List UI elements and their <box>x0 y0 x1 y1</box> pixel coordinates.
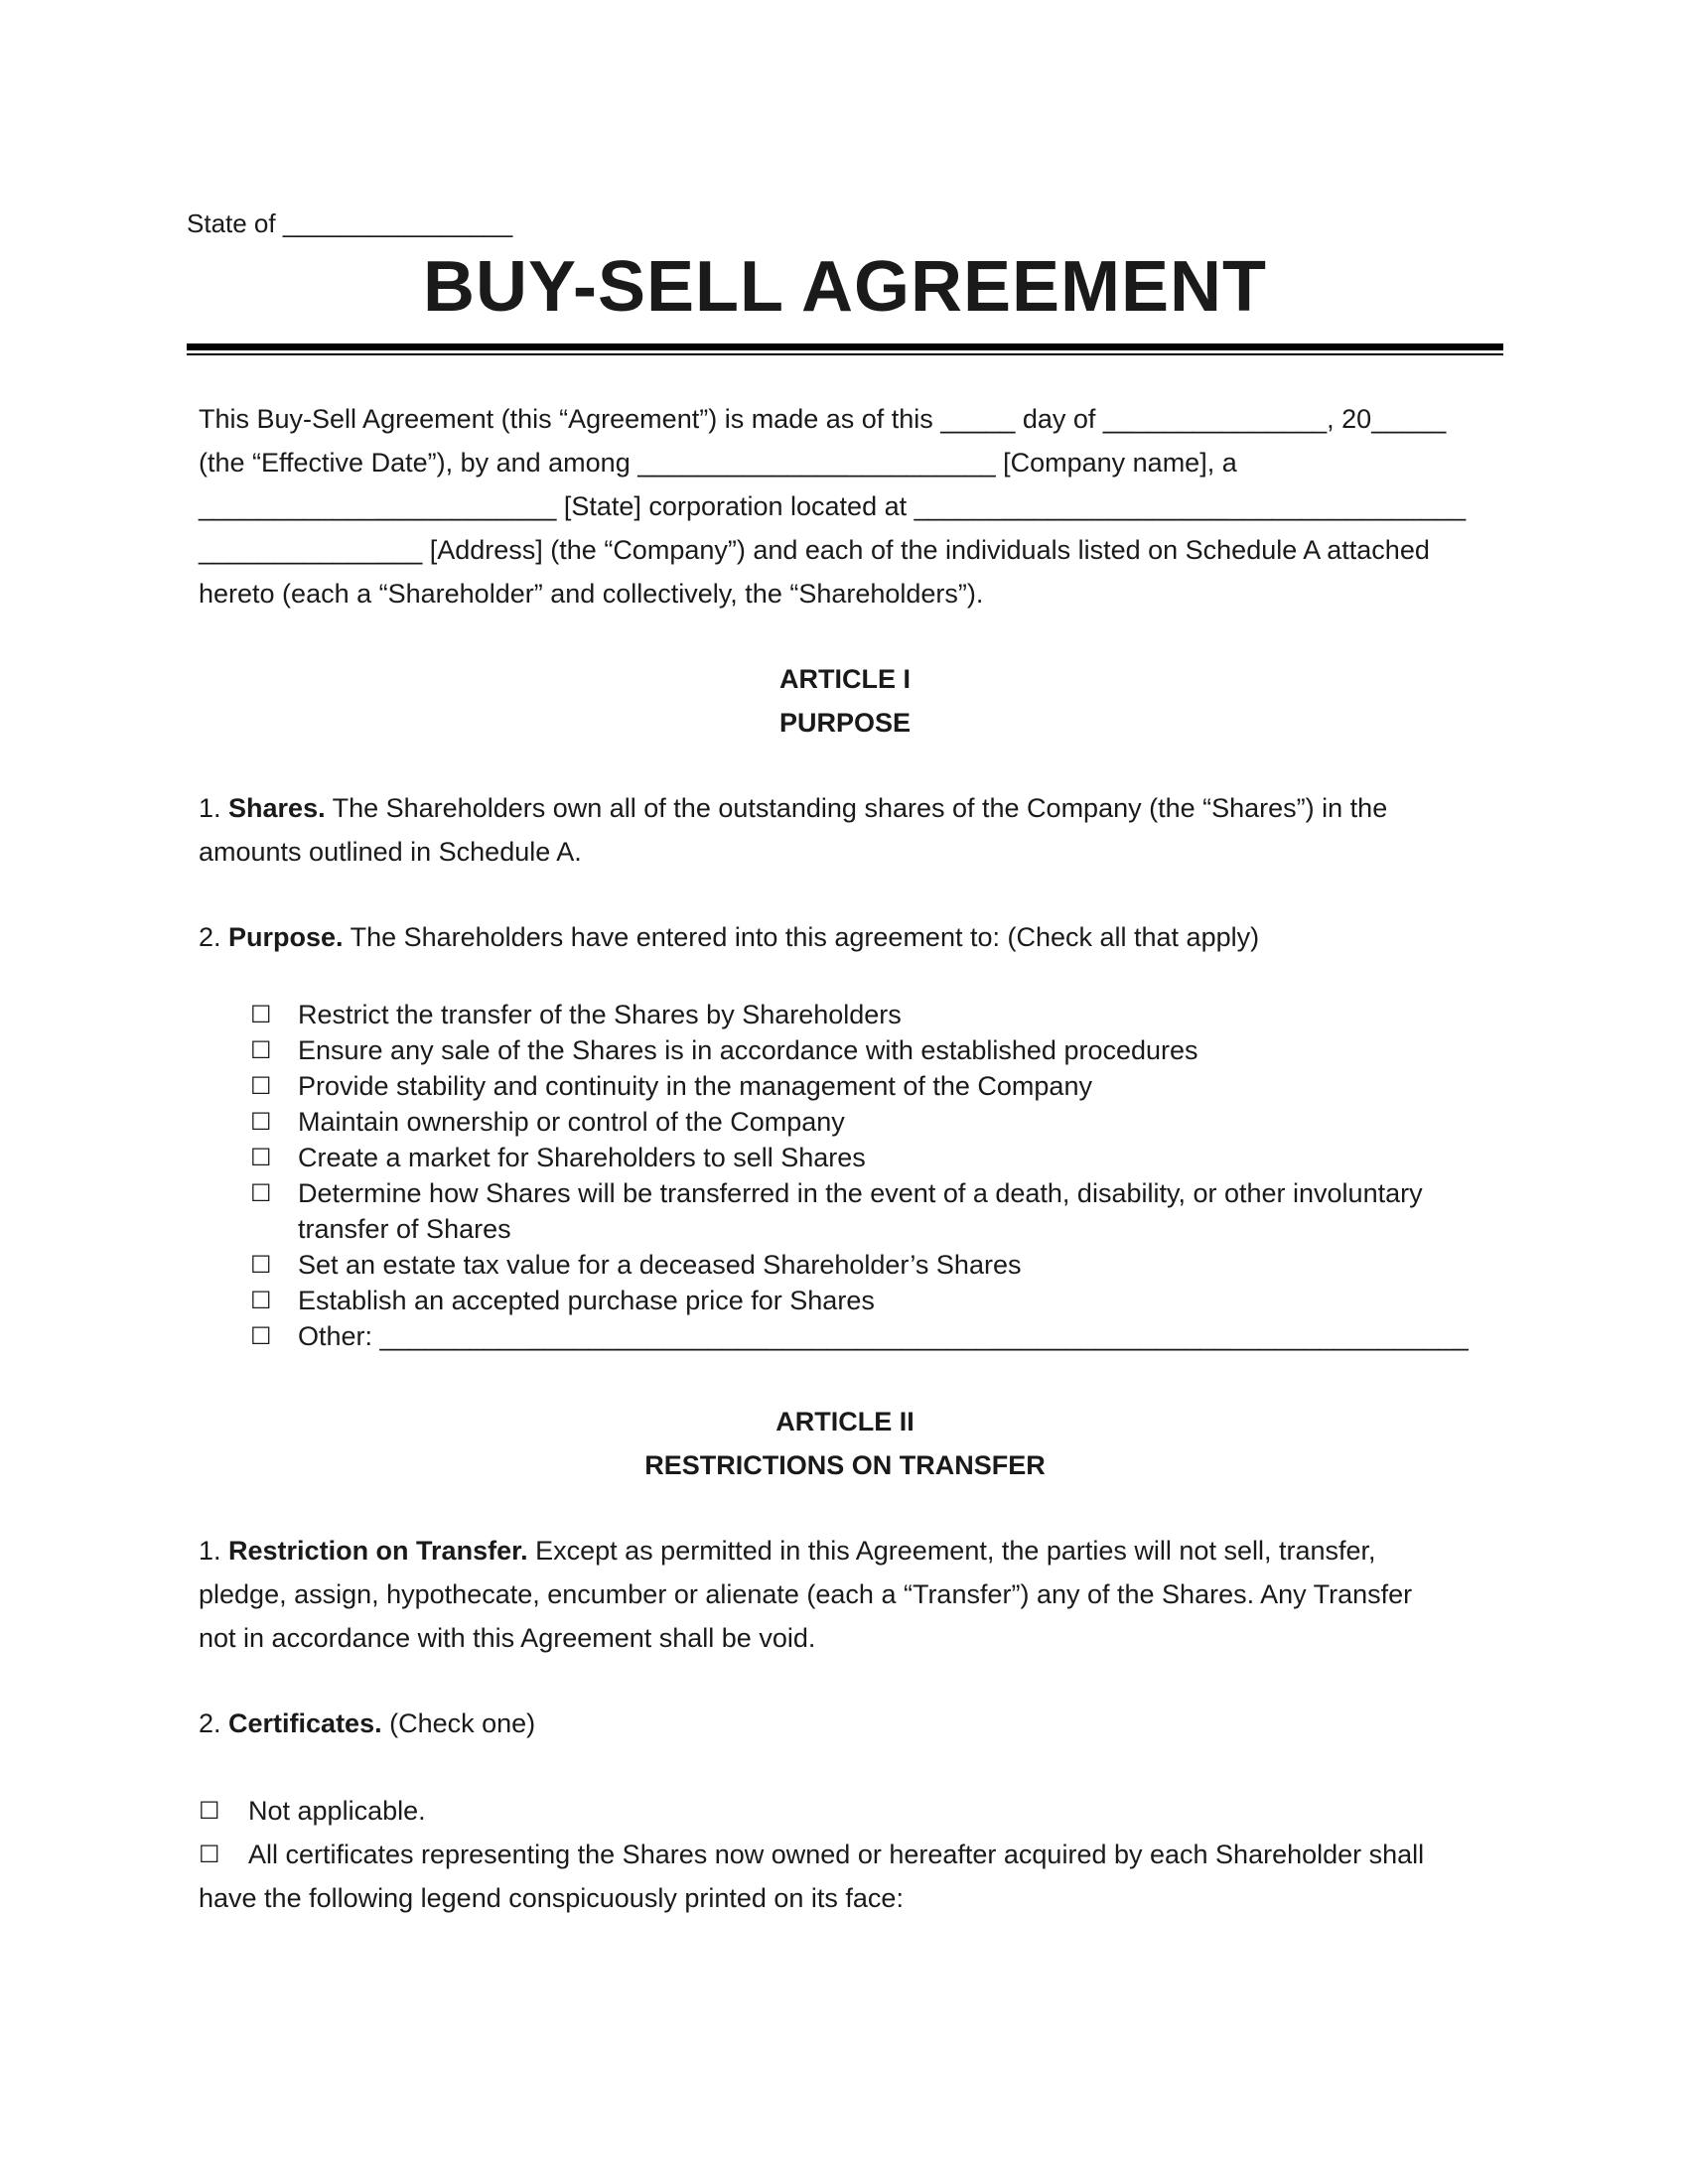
checkbox[interactable]: ☐ <box>250 1036 272 1064</box>
state-field: State of ________________ <box>187 208 513 238</box>
checkbox[interactable]: ☐ <box>199 1841 220 1868</box>
checklist-item-label: Ensure any sale of the Shares is in accordance with established procedures <box>298 1035 1198 1065</box>
checklist-item <box>250 1318 1491 1354</box>
article-number: ARTICLE I <box>779 664 911 694</box>
section-label: Shares. <box>228 793 326 823</box>
cert-option-label: All certificates representing the Shares now owned or hereafter acquired by each Shareholder shall <box>248 1840 1425 1869</box>
checklist-item-label: Determine how Shares will be transferred in the event of a death, disability, or other involuntary transfer of Shares <box>298 1178 1423 1244</box>
section-label: Restriction on Transfer. <box>228 1536 528 1566</box>
checkbox[interactable]: ☐ <box>250 1251 272 1279</box>
checkbox[interactable]: ☐ <box>250 1001 272 1028</box>
purpose-checklist <box>250 997 1491 1354</box>
section-text: pledge, assign, hypothecate, encumber or alienate (each a “Transfer”) any of the Shares. Any Transfer <box>199 1579 1413 1609</box>
checklist-item-label: Set an estate tax value for a deceased Shareholder’s Shares <box>298 1250 1022 1280</box>
article-title: RESTRICTIONS ON TRANSFER <box>644 1450 1046 1480</box>
section-number: 1. <box>199 793 229 823</box>
cert-option-label: have the following legend conspicuously printed on its face: <box>199 1883 904 1913</box>
checkbox[interactable]: ☐ <box>250 1287 272 1314</box>
article-1-heading <box>187 657 1503 745</box>
checklist-item <box>250 1175 1491 1247</box>
intro-paragraph <box>199 397 1499 615</box>
article-number: ARTICLE II <box>775 1407 914 1436</box>
section-text: not in accordance with this Agreement shall be void. <box>199 1623 816 1653</box>
intro-line: hereto (each a “Shareholder” and collectively, the “Shareholders”). <box>199 579 984 609</box>
section-text: amounts outlined in Schedule A. <box>199 837 582 867</box>
checklist-item-label: Other: _________________________________________________________________________ <box>298 1321 1469 1351</box>
cert-option-label: Not applicable. <box>248 1796 426 1826</box>
section-label: Certificates. <box>228 1708 382 1738</box>
intro-line: _______________ [Address] (the “Company”) and each of the individuals listed on Schedule A attached <box>199 535 1430 565</box>
checkbox[interactable]: ☐ <box>250 1072 272 1100</box>
section-text: (Check one) <box>381 1708 536 1738</box>
checklist-item <box>250 997 1491 1032</box>
certificates-options <box>199 1789 1499 1920</box>
checklist-item <box>250 1140 1491 1175</box>
section-certificates <box>199 1702 1499 1745</box>
checklist-item <box>250 1032 1491 1068</box>
checkbox[interactable]: ☐ <box>250 1144 272 1171</box>
section-text: The Shareholders have entered into this agreement to: (Check all that apply) <box>343 922 1260 952</box>
cert-option <box>199 1789 1499 1833</box>
intro-line: (the “Effective Date”), by and among ________________________ [Company name], a <box>199 448 1237 478</box>
cert-option <box>199 1833 1499 1876</box>
section-text: The Shareholders own all of the outstanding shares of the Company (the “Shares”) in the <box>325 793 1388 823</box>
document-title: BUY-SELL AGREEMENT <box>422 247 1268 327</box>
section-purpose <box>199 915 1499 959</box>
title-rule-thin <box>187 353 1503 355</box>
checkbox[interactable]: ☐ <box>250 1322 272 1350</box>
article-title: PURPOSE <box>778 708 912 738</box>
section-text: Except as permitted in this Agreement, the parties will not sell, transfer, <box>527 1536 1376 1566</box>
intro-line: ________________________ [State] corporation located at _____________________________________ <box>199 491 1467 521</box>
checklist-item <box>250 1283 1491 1318</box>
checklist-item-label: Restrict the transfer of the Shares by Shareholders <box>298 1000 902 1029</box>
section-shares <box>199 786 1499 874</box>
checklist-item-label: Maintain ownership or control of the Company <box>298 1107 845 1137</box>
checkbox[interactable]: ☐ <box>250 1179 272 1207</box>
section-label: Purpose. <box>228 922 344 952</box>
checklist-item-label: Establish an accepted purchase price for Shares <box>298 1286 875 1315</box>
section-number: 2. <box>199 1708 229 1738</box>
checklist-item-label: Provide stability and continuity in the management of the Company <box>298 1071 1092 1101</box>
section-number: 1. <box>199 1536 229 1566</box>
checklist-item <box>250 1068 1491 1104</box>
section-number: 2. <box>199 922 229 952</box>
section-restriction <box>199 1529 1499 1660</box>
intro-line: This Buy-Sell Agreement (this “Agreement”) is made as of this _____ day of _______________, 20_____ <box>199 404 1447 434</box>
checklist-item <box>250 1247 1491 1283</box>
article-2-heading <box>187 1400 1503 1487</box>
checklist-item-label: Create a market for Shareholders to sell Shares <box>298 1143 866 1172</box>
checklist-item <box>250 1104 1491 1140</box>
title-rule-thick <box>187 343 1503 350</box>
checkbox[interactable]: ☐ <box>199 1797 220 1825</box>
checkbox[interactable]: ☐ <box>250 1108 272 1136</box>
